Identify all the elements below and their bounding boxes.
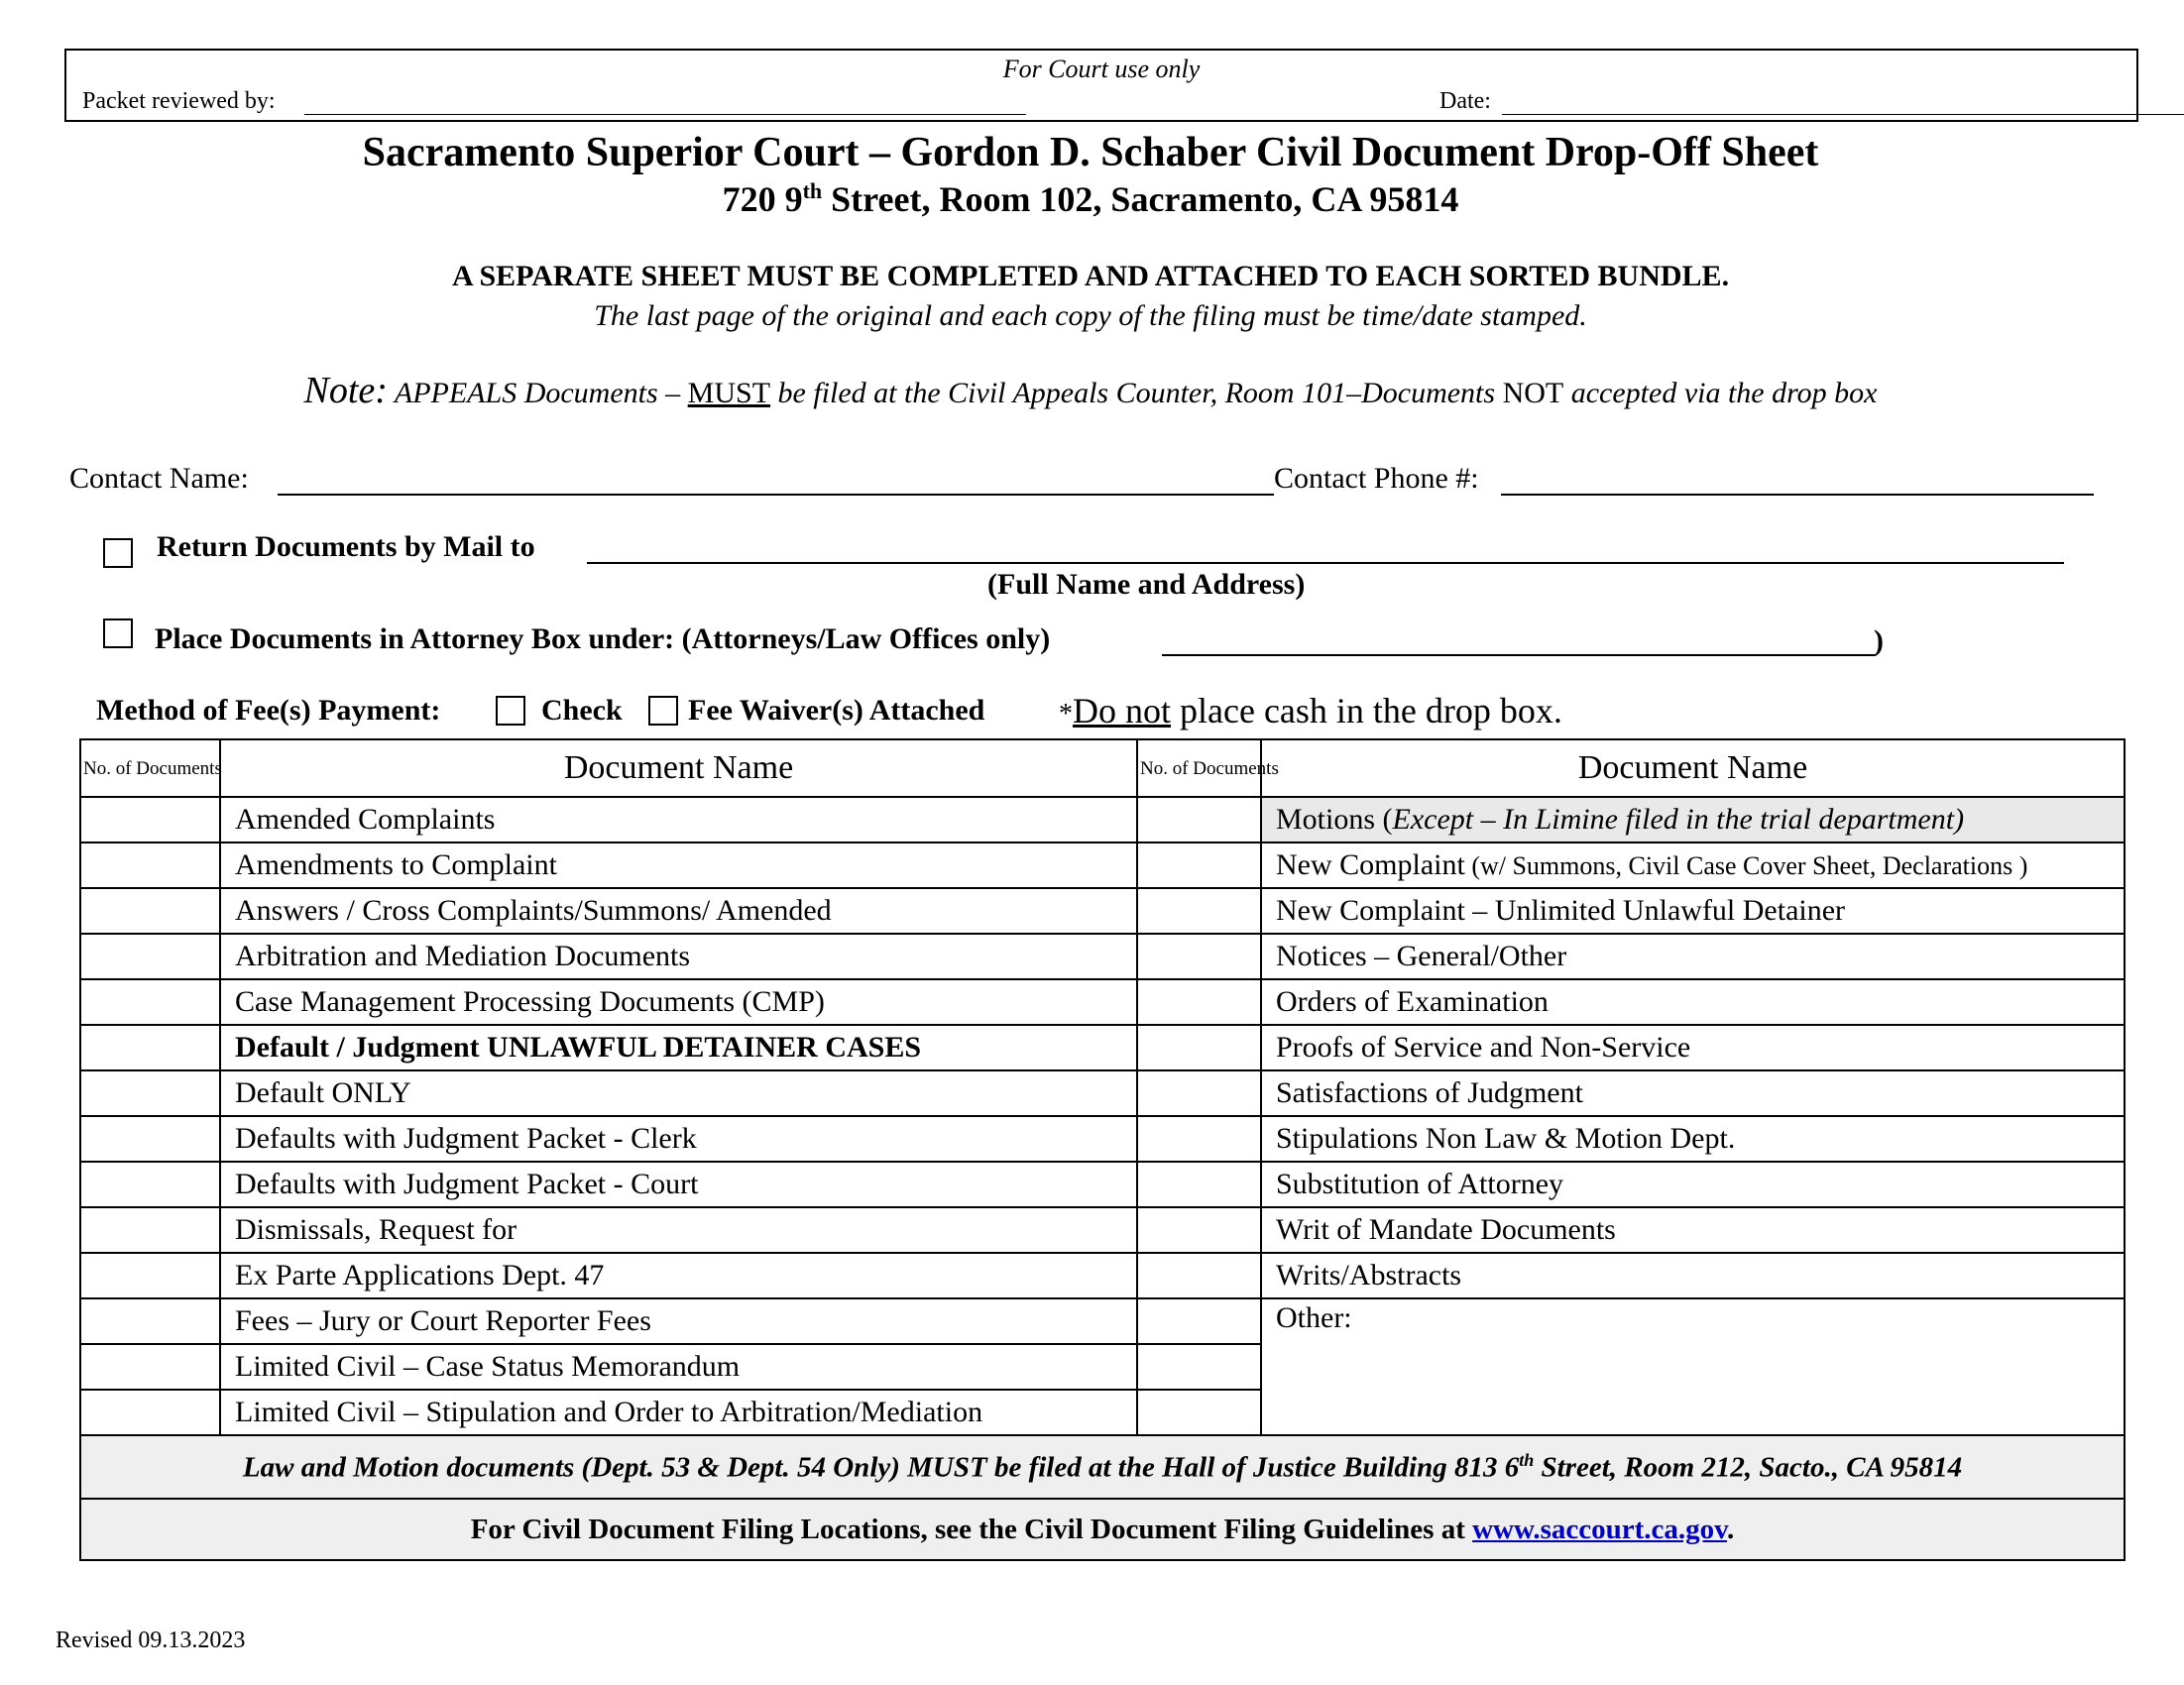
table-row xyxy=(80,842,2125,888)
return-mail-label: Return Documents by Mail to xyxy=(157,530,535,563)
count-cell[interactable] xyxy=(1137,1070,1261,1116)
document-name: Limited Civil – Case Status Memorandum xyxy=(220,1344,1137,1390)
table-row xyxy=(80,1162,2125,1207)
table-row xyxy=(80,1207,2125,1253)
count-cell[interactable] xyxy=(1137,1344,1261,1390)
count-cell[interactable] xyxy=(80,979,220,1025)
attorney-box-checkbox[interactable] xyxy=(103,618,133,648)
revised-date: Revised 09.13.2023 xyxy=(56,1628,246,1653)
table-row xyxy=(80,934,2125,979)
document-name: Amended Complaints xyxy=(220,797,1137,842)
document-name: Fees – Jury or Court Reporter Fees xyxy=(220,1298,1137,1344)
table-row xyxy=(80,1070,2125,1116)
count-cell[interactable] xyxy=(1137,1116,1261,1162)
document-name: Defaults with Judgment Packet - Court xyxy=(220,1162,1137,1207)
document-name: Default / Judgment UNLAWFUL DETAINER CASES xyxy=(220,1025,1137,1070)
saccourt-website-link[interactable]: www.saccourt.ca.gov xyxy=(1472,1513,1728,1545)
law-motion-row xyxy=(80,1435,2125,1499)
count-cell[interactable] xyxy=(1137,888,1261,934)
count-cell[interactable] xyxy=(1137,934,1261,979)
count-cell[interactable] xyxy=(1137,797,1261,842)
count-cell[interactable] xyxy=(1137,1298,1261,1344)
count-cell[interactable] xyxy=(1137,1162,1261,1207)
count-cell[interactable] xyxy=(80,842,220,888)
name-header-left: Document Name xyxy=(220,739,1137,797)
count-cell[interactable] xyxy=(1137,1390,1261,1435)
document-name: Amendments to Complaint xyxy=(220,842,1137,888)
contact-name-field[interactable] xyxy=(278,494,1274,496)
document-name: Stipulations Non Law & Motion Dept. xyxy=(1261,1116,2125,1162)
count-cell[interactable] xyxy=(80,888,220,934)
document-name: New Complaint – Unlimited Unlawful Detainer xyxy=(1261,888,2125,934)
document-name: Default ONLY xyxy=(220,1070,1137,1116)
filing-locations-note: For Civil Document Filing Locations, see the Civil Document Filing Guidelines at www.saccourt.ca.gov. xyxy=(80,1499,2125,1560)
document-name: Notices – General/Other xyxy=(1261,934,2125,979)
count-cell[interactable] xyxy=(80,1025,220,1070)
table-row xyxy=(80,1116,2125,1162)
document-table xyxy=(79,738,2126,1561)
return-mail-field[interactable] xyxy=(587,562,2064,564)
document-name: Limited Civil – Stipulation and Order to Arbitration/Mediation xyxy=(220,1390,1137,1435)
document-name: Substitution of Attorney xyxy=(1261,1162,2125,1207)
document-name: Writ of Mandate Documents xyxy=(1261,1207,2125,1253)
document-name: Satisfactions of Judgment xyxy=(1261,1070,2125,1116)
document-name: Case Management Processing Documents (CMP) xyxy=(220,979,1137,1025)
attorney-box-label: Place Documents in Attorney Box under: (Attorneys/Law Offices only) xyxy=(155,622,1051,655)
document-name: Answers / Cross Complaints/Summons/ Amended xyxy=(220,888,1137,934)
table-header xyxy=(80,739,2125,797)
count-cell[interactable] xyxy=(1137,1207,1261,1253)
count-cell[interactable] xyxy=(80,1253,220,1298)
fee-waiver-label: Fee Waiver(s) Attached xyxy=(688,694,985,727)
other-label: Other: xyxy=(1276,1301,1352,1334)
count-cell[interactable] xyxy=(1137,1025,1261,1070)
cash-warning: *Do not place cash in the drop box. xyxy=(1059,691,1562,730)
document-name: Arbitration and Mediation Documents xyxy=(220,934,1137,979)
document-name: Dismissals, Request for xyxy=(220,1207,1137,1253)
name-header-right: Document Name xyxy=(1261,739,2125,797)
count-cell[interactable] xyxy=(80,1390,220,1435)
document-name: Motions (Except – In Limine filed in the trial department) xyxy=(1261,797,2125,842)
document-name: Writs/Abstracts xyxy=(1261,1253,2125,1298)
document-name: New Complaint (w/ Summons, Civil Case Cover Sheet, Declarations ) xyxy=(1261,842,2125,888)
court-use-box xyxy=(64,49,2138,122)
contact-phone-field[interactable] xyxy=(1501,494,2094,496)
attorney-box-field[interactable] xyxy=(1162,654,1876,656)
count-cell[interactable] xyxy=(80,797,220,842)
count-cell[interactable] xyxy=(1137,842,1261,888)
other-cell[interactable] xyxy=(1261,1298,2125,1435)
full-name-address-label: (Full Name and Address) xyxy=(987,568,1306,601)
document-name: Orders of Examination xyxy=(1261,979,2125,1025)
document-name: Defaults with Judgment Packet - Clerk xyxy=(220,1116,1137,1162)
table-row xyxy=(80,888,2125,934)
fee-waiver-checkbox[interactable] xyxy=(648,696,678,726)
count-cell[interactable] xyxy=(80,1298,220,1344)
attorney-box-close: ) xyxy=(1874,624,1884,657)
count-header-left: No. of Documents xyxy=(80,739,220,797)
table-row xyxy=(80,1298,2125,1344)
date-field[interactable] xyxy=(1502,114,2184,115)
table-row xyxy=(80,797,2125,842)
count-cell[interactable] xyxy=(80,1070,220,1116)
count-cell[interactable] xyxy=(80,934,220,979)
filing-locations-row xyxy=(80,1499,2125,1560)
packet-reviewed-label: Packet reviewed by: xyxy=(82,88,276,114)
count-cell[interactable] xyxy=(80,1207,220,1253)
page-title: Sacramento Superior Court – Gordon D. Schaber Civil Document Drop-Off Sheet xyxy=(362,130,1819,175)
count-cell[interactable] xyxy=(80,1344,220,1390)
document-name: Ex Parte Applications Dept. 47 xyxy=(220,1253,1137,1298)
count-cell[interactable] xyxy=(80,1116,220,1162)
table-row xyxy=(80,1253,2125,1298)
table-row xyxy=(80,1025,2125,1070)
check-checkbox[interactable] xyxy=(496,696,525,726)
table-row xyxy=(80,979,2125,1025)
payment-method-label: Method of Fee(s) Payment: xyxy=(96,694,441,727)
count-cell[interactable] xyxy=(1137,1253,1261,1298)
packet-reviewed-field[interactable] xyxy=(304,114,1026,115)
count-cell[interactable] xyxy=(1137,979,1261,1025)
return-mail-checkbox[interactable] xyxy=(103,538,133,568)
count-header-right: No. of Documents xyxy=(1137,739,1261,797)
last-page-notice: The last page of the original and each copy of the filing must be time/date stamped. xyxy=(594,299,1587,332)
contact-name-label: Contact Name: xyxy=(69,462,249,495)
separate-sheet-notice: A SEPARATE SHEET MUST BE COMPLETED AND ATTACHED TO EACH SORTED BUNDLE. xyxy=(451,260,1730,292)
law-motion-note: Law and Motion documents (Dept. 53 & Dept. 54 Only) MUST be filed at the Hall of Justice Building 813 6th Street, Room 212, Sacto., CA 95814 xyxy=(80,1435,2125,1499)
court-use-title: For Court use only xyxy=(1002,55,1201,83)
contact-phone-label: Contact Phone #: xyxy=(1274,462,1479,495)
date-label: Date: xyxy=(1439,88,1491,114)
count-cell[interactable] xyxy=(80,1162,220,1207)
check-label: Check xyxy=(541,694,623,727)
court-address: 720 9th Street, Room 102, Sacramento, CA 95814 xyxy=(722,178,1459,219)
document-name: Proofs of Service and Non-Service xyxy=(1261,1025,2125,1070)
appeals-note: Note: APPEALS Documents – MUST be filed at the Civil Appeals Counter, Room 101–Documents NOT accepted via the drop box xyxy=(303,370,1878,411)
